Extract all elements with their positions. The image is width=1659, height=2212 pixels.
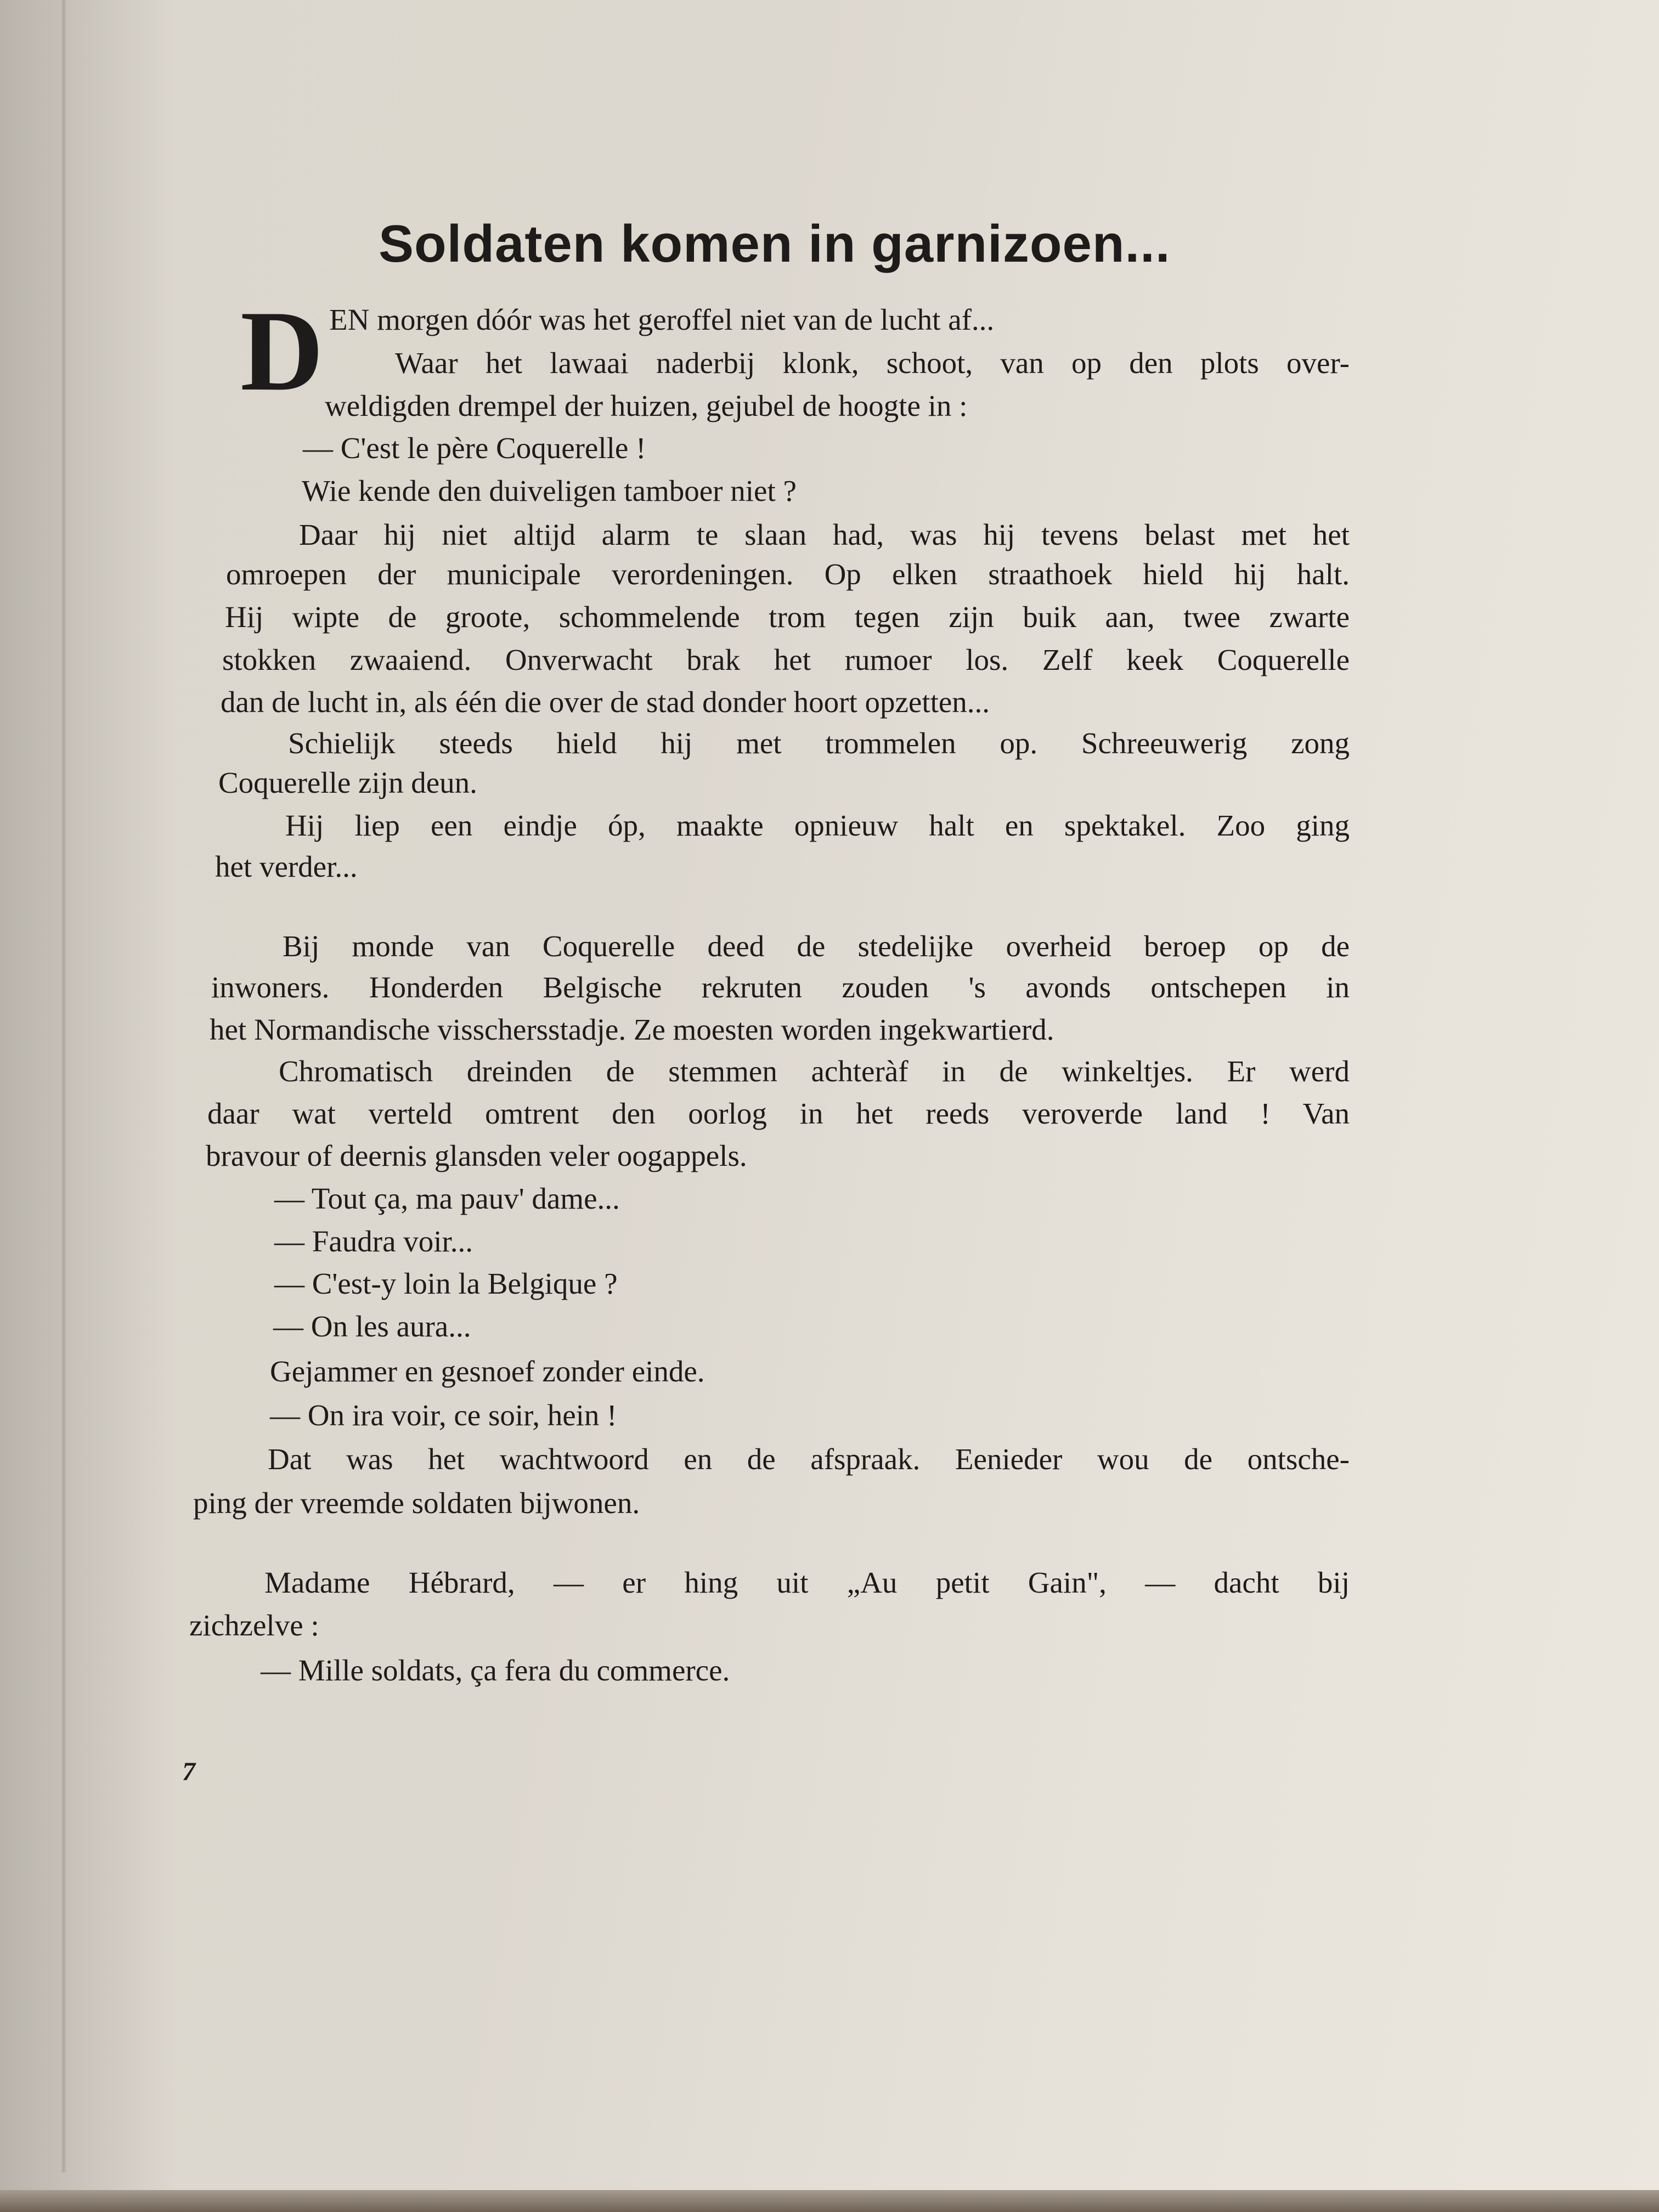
text-line: dan de lucht in, als één die over de stad donder hoort opzetten...: [221, 685, 990, 719]
text-line: Gejammer en gesnoef zonder einde.: [270, 1355, 705, 1388]
text-line: — C'est le père Coquerelle !: [303, 431, 646, 465]
text-line: Schielijk steeds hield hij met trommelen op. Schreeuwerig zong: [288, 726, 1350, 760]
text-line: EN morgen dóór was het geroffel niet van de lucht af...: [329, 303, 995, 336]
text-line: Bij monde van Coquerelle deed de stedelijke overheid beroep op de: [283, 929, 1350, 963]
text-line: Chromatisch dreinden de stemmen achteràf in de winkeltjes. Er werd: [279, 1054, 1350, 1088]
text-line: — Mille soldats, ça fera du commerce.: [261, 1654, 730, 1687]
page-fold: [61, 0, 66, 2172]
text-line: — On les aura...: [273, 1310, 471, 1343]
text-line: weldigden drempel der huizen, gejubel de hoogte in :: [325, 389, 968, 422]
text-line: Waar het lawaai naderbij klonk, schoot, van op den plots over-: [395, 346, 1350, 380]
book-bottom-edge: [0, 2190, 1659, 2212]
text-line: Hij liep een eindje óp, maakte opnieuw halt en spektakel. Zoo ging: [285, 809, 1350, 842]
text-line: Dat was het wachtwoord en de afspraak. Eenieder wou de ontsche-: [268, 1442, 1350, 1476]
text-line: zichzelve :: [189, 1609, 319, 1642]
text-line: Madame Hébrard, — er hing uit „Au petit Gain", — dacht bij: [264, 1566, 1350, 1599]
text-line: — C'est-y loin la Belgique ?: [274, 1267, 618, 1300]
text-line: inwoners. Honderden Belgische rekruten zouden 's avonds ontschepen in: [211, 970, 1350, 1004]
text-line: Wie kende den duiveligen tamboer niet ?: [302, 474, 797, 507]
text-line: het Normandische visschersstadje. Ze moesten worden ingekwartierd.: [210, 1013, 1054, 1046]
text-line: het verder...: [215, 850, 358, 883]
text-line: ping der vreemde soldaten bijwonen.: [193, 1486, 640, 1520]
chapter-title: Soldaten komen in garnizoen...: [379, 215, 1171, 273]
page-gutter-shadow: [0, 0, 176, 2212]
text-line: bravour of deernis glansden veler oogappels.: [206, 1139, 747, 1172]
page-number: 7: [182, 1757, 195, 1786]
text-line: Daar hij niet altijd alarm te slaan had, was hij tevens belast met het: [299, 518, 1350, 551]
text-line: daar wat verteld omtrent den oorlog in het reeds veroverde land ! Van: [207, 1097, 1350, 1130]
text-line: Hij wipte de groote, schommelende trom tegen zijn buik aan, twee zwarte: [225, 600, 1350, 634]
text-line: — Faudra voir...: [274, 1224, 473, 1258]
text-line: — On ira voir, ce soir, hein !: [270, 1398, 617, 1432]
text-line: omroepen der municipale verordeningen. Op elken straathoek hield hij halt.: [226, 557, 1350, 591]
drop-cap: D: [240, 287, 324, 415]
text-line: stokken zwaaiend. Onverwacht brak het rumoer los. Zelf keek Coquerelle: [222, 643, 1350, 676]
text-line: Coquerelle zijn deun.: [218, 766, 477, 799]
text-line: — Tout ça, ma pauv' dame...: [274, 1182, 620, 1215]
